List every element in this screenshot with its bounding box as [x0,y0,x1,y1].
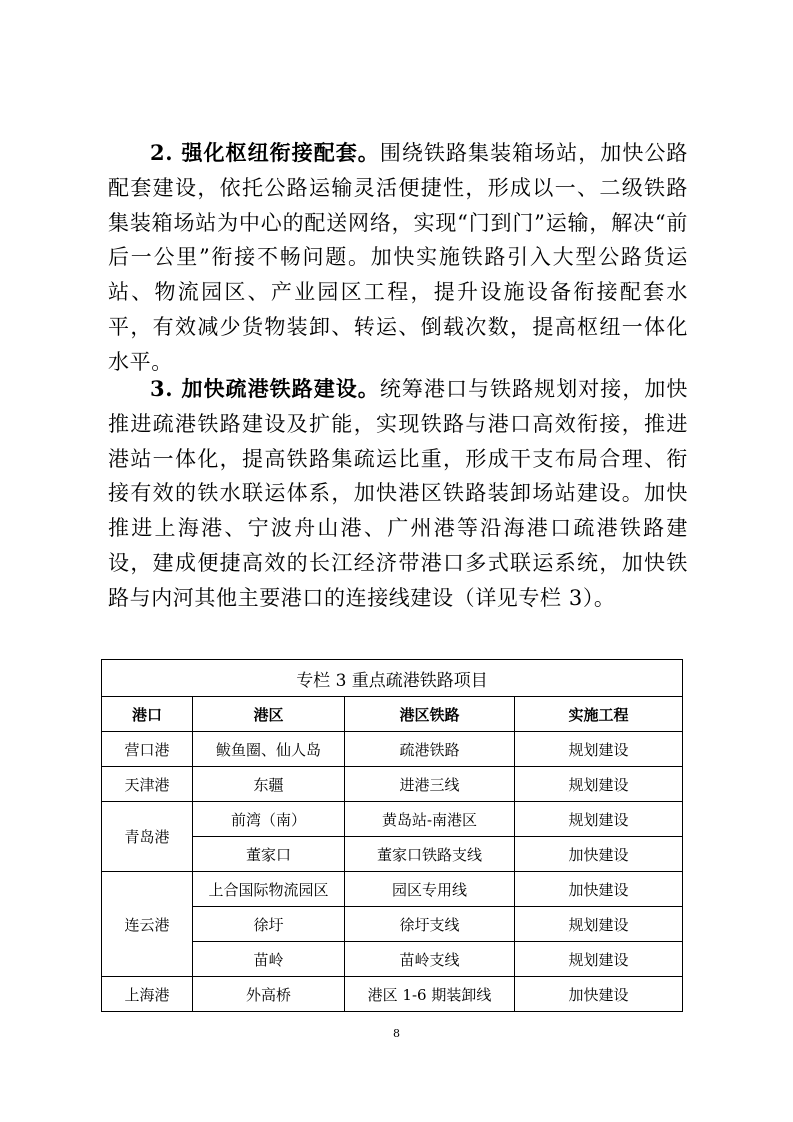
project-status-cell: 规划建设 [515,732,683,767]
project-status-cell: 加快建设 [515,837,683,872]
column-header: 港口 [102,697,193,732]
port-area-cell: 东疆 [193,767,345,802]
project-status-cell: 规划建设 [515,907,683,942]
column-header: 实施工程 [515,697,683,732]
project-status-cell: 规划建设 [515,802,683,837]
port-name-cell: 青岛港 [102,802,193,872]
port-name-cell: 连云港 [102,872,193,977]
port-railway-cell: 港区 1-6 期装卸线 [345,977,515,1012]
project-status-cell: 加快建设 [515,872,683,907]
port-railway-cell: 董家口铁路支线 [345,837,515,872]
port-area-cell: 徐圩 [193,907,345,942]
port-area-cell: 鲅鱼圈、仙人岛 [193,732,345,767]
port-name-cell: 天津港 [102,767,193,802]
port-area-cell: 外高桥 [193,977,345,1012]
port-area-cell: 前湾（南） [193,802,345,837]
paragraph-lead: 2. 强化枢纽衔接配套。 [150,140,380,165]
port-name-cell: 上海港 [102,977,193,1012]
port-area-cell: 上合国际物流园区 [193,872,345,907]
table-row [102,732,683,767]
table-row [102,767,683,802]
port-area-cell: 苗岭 [193,942,345,977]
table-row [102,977,683,1012]
port-railway-cell: 进港三线 [345,767,515,802]
project-status-cell: 加快建设 [515,977,683,1012]
port-railway-cell: 徐圩支线 [345,907,515,942]
port-railway-table [101,659,683,1012]
paragraph-port-railway [108,372,688,616]
project-status-cell: 规划建设 [515,767,683,802]
port-railway-cell: 苗岭支线 [345,942,515,977]
column-header: 港区 [193,697,345,732]
port-railway-cell: 园区专用线 [345,872,515,907]
paragraph-body: 统筹港口与铁路规划对接，加快推进疏港铁路建设及扩能，实现铁路与港口高效衔接，推进港站一体化，提高铁路集疏运比重，形成干支布局合理、衔接有效的铁水联运体系，加快港区铁路装卸场站建设。加快推进上海港、宁波舟山港、广州港等沿海港口疏港铁路建设，建成便捷高效的长江经济带港口多式联运系统，加快铁路与内河其他主要港口的连接线建设（详见专栏 3）。 [108,377,688,610]
table-body [102,732,683,1012]
paragraph-body: 围绕铁路集装箱场站，加快公路配套建设，依托公路运输灵活便捷性，形成以一、二级铁路集装箱场站为中心的配送网络，实现“门到门”运输，解决“前后一公里”衔接不畅问题。加快实施铁路引入大型公路货运站、物流园区、产业园区工程，提升设施设备衔接配套水平，有效减少货物装卸、转运、倒载次数，提高枢纽一体化水平。 [108,141,688,374]
table-title: 专栏 3 重点疏港铁路项目 [102,660,683,697]
paragraph-lead: 3. 加快疏港铁路建设。 [150,376,380,401]
page-number: 8 [393,1027,400,1040]
table-row [102,872,683,907]
port-area-cell: 董家口 [193,837,345,872]
column-header: 港区铁路 [345,697,515,732]
project-status-cell: 规划建设 [515,942,683,977]
port-railway-cell: 黄岛站-南港区 [345,802,515,837]
port-name-cell: 营口港 [102,732,193,767]
port-railway-cell: 疏港铁路 [345,732,515,767]
paragraph-hub-connection [108,136,688,380]
table-row [102,802,683,837]
